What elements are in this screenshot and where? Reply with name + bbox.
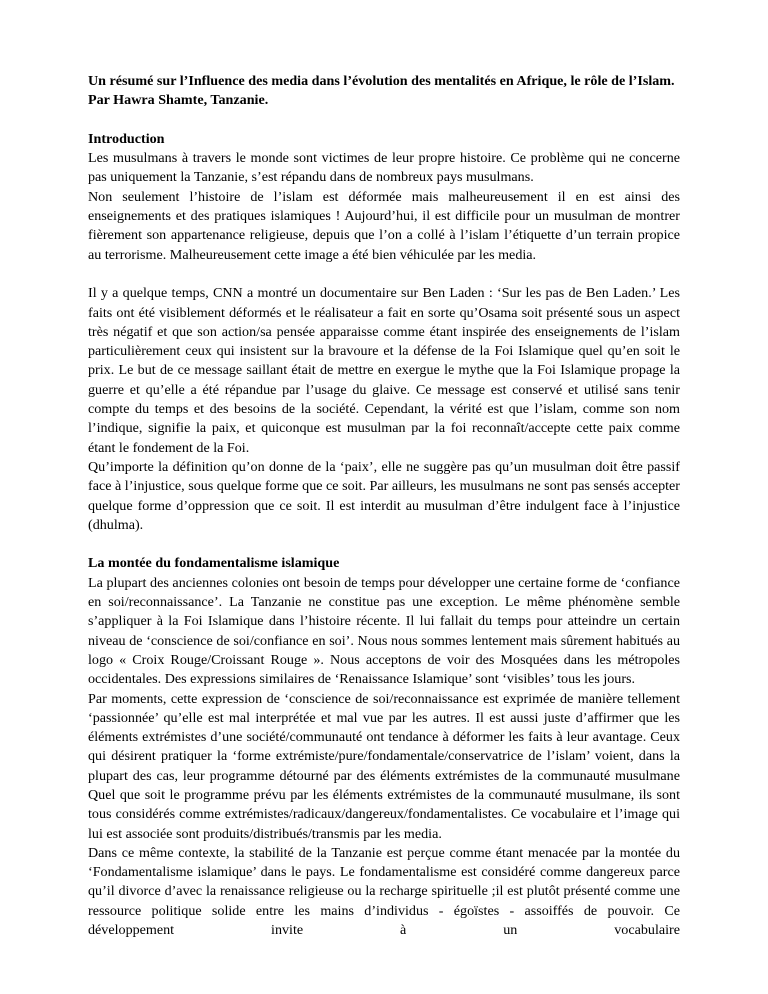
paragraph: Non seulement l’histoire de l’islam est déformée mais malheureusement il en est ainsi des enseignements et des pratiques islamiques ! Aujourd’hui, il est difficile pour un musulman de montrer fièrement son appartenance religieuse, depuis que l’on a collé à l’islam l’étiquette d’un terrain propice au terrorisme. Malheureusement cette image a été bien véhiculée par les media. xyxy=(88,188,680,263)
paragraph: La plupart des anciennes colonies ont besoin de temps pour développer une certaine forme de ‘confiance en soi/reconnaissance’. La Tanzanie ne constitue pas une exception. Le même phénomène semble s’appliquer à la Foi Islamique dans l’histoire récente. Il lui fallait du temps pour atteindre un certain niveau de ‘conscience de soi/confiance en soi’. Nous nous sommes lentement mais sûrement habitués au logo « Croix Rouge/Croissant Rouge ». Nous acceptons de voir des Mosquées dans les métropoles occidentales. Des expressions similaires de ‘Renaissance Islamique’ sont ‘visibles’ tous les jours. xyxy=(88,574,680,688)
section-fundamentalism xyxy=(88,554,680,940)
paragraph: Dans ce même contexte, la stabilité de la Tanzanie est perçue comme étant menacée par la montée du ‘Fondamentalisme islamique’ dans le pays. Le fondamentalisme est considéré comme dangereux parce qu’il divorce d’avec la renaissance religieuse ou la recharge spirituelle ;il est plutôt présenté comme une ressource politique solide entre les mains d’individus - égoïstes - assoiffés de pouvoir. Ce développement invite à un vocabulaire xyxy=(88,844,680,939)
paragraph: Par moments, cette expression de ‘conscience de soi/reconnaissance est exprimée de manière tellement ‘passionnée’ qu’elle est mal interprétée et mal vue par les autres. Il est aussi juste d’affirmer que les éléments extrémistes d’une société/communauté ont tendance à déformer les faits à leur avantage. Ceux qui désirent pratiquer la ‘forme extrémiste/pure/fondamentale/conservatrice de l’islam’ voient, dans la plupart des cas, leur programme détourné par des éléments extrémistes de la communauté musulmane Quel que soit le programme prévu par les éléments extrémistes de la communauté musulmane, ils sont tous considérés comme extrémistes/radicaux/dangereux/fondamentalistes. Ce vocabulaire et l’image qui lui est associée sont produits/distribués/transmis par les media. xyxy=(88,690,680,842)
paragraph: Les musulmans à travers le monde sont victimes de leur propre histoire. Ce problème qui ne concerne pas uniquement la Tanzanie, s’est répandu dans de nombreux pays musulmans. xyxy=(88,150,680,186)
paragraph: Qu’importe la définition qu’on donne de la ‘paix’, elle ne suggère pas qu’un musulman doit être passif face à l’injustice, sous quelque forme que ce soit. Par ailleurs, les musulmans ne sont pas sensés accepter quelque forme d’oppression que ce soit. Il est interdit au musulman d’être indulgent face à l’injustice (dhulma). xyxy=(88,458,680,533)
section-heading: Introduction xyxy=(88,130,165,147)
section-introduction xyxy=(88,130,680,535)
paragraph: Il y a quelque temps, CNN a montré un documentaire sur Ben Laden : ‘Sur les pas de Ben Laden.’ Les faits ont été visiblement déformés et le réalisateur a fait en sorte qu’Osama soit présenté sous un aspect très négatif et que son action/sa pensée apparaisse comme étant inspirée des enseignements de l’islam particulièrement ceux qui insistent sur la bravoure et la défense de la Foi Islamique quel qu’en soit le prix. Le but de ce message saillant était de mettre en exergue le mythe que la Foi Islamique propage la guerre et qu’elle a été répandue par l’usage du glaive. Ce message est conservé et utilisé sans tenir compte du temps et des besoins de la société. Cependant, la vérité est que l’islam, comme son nom l’indique, signifie la paix, et quiconque est musulman par la foi reconnaît/accepte cette paix comme étant le fondement de la Foi. xyxy=(88,285,680,456)
document-title: Un résumé sur l’Influence des media dans l’évolution des mentalités en Afrique, le rôle de l’Islam. Par Hawra Shamte, Tanzanie. xyxy=(88,73,675,109)
section-heading: La montée du fondamentalisme islamique xyxy=(88,555,340,572)
